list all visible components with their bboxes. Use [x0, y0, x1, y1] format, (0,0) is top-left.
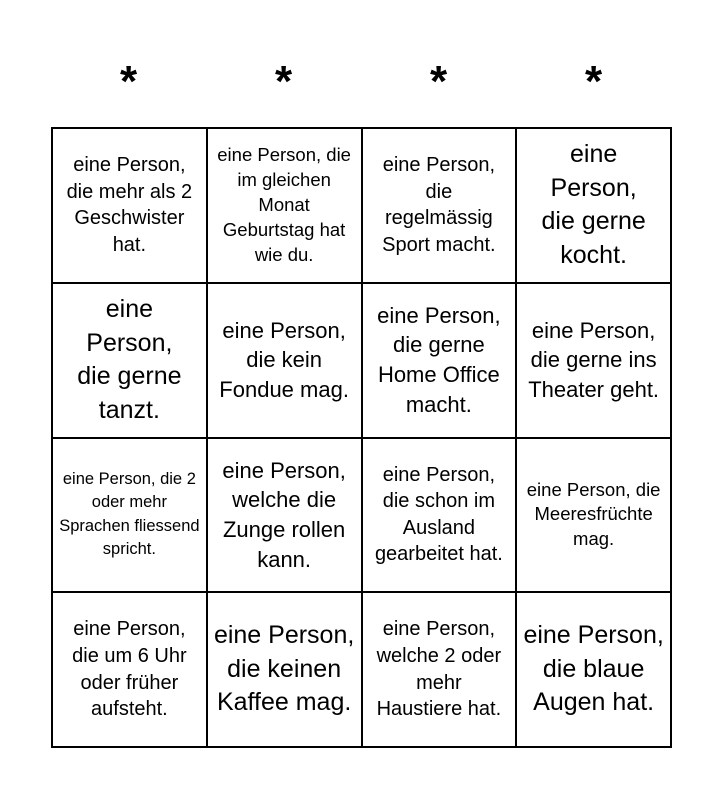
header-star-3: *: [429, 57, 448, 106]
bingo-cell-r1c3[interactable]: [363, 129, 518, 284]
bingo-cell-text: eine Person, die im gleichen Monat Geburtstag hat wie du.: [217, 144, 351, 265]
bingo-cell-text: eine Person, die Meeresfrüchte mag.: [526, 478, 661, 550]
bingo-cell-text: eine Person, die gerne ins Theater geht.: [528, 317, 660, 402]
header-star-2: *: [274, 57, 293, 106]
bingo-cell-text: eine Person, welche die Zunge rollen kann.: [222, 457, 346, 572]
bingo-cell-r4c1[interactable]: [53, 593, 208, 748]
bingo-cell-r3c1[interactable]: [53, 439, 208, 594]
bingo-cell-text: eine Person, die keinen Kaffee mag.: [213, 621, 355, 717]
header-star-4: *: [584, 57, 603, 106]
bingo-cell-r2c4[interactable]: [517, 284, 672, 439]
bingo-cell-text: eine Person, welche 2 oder mehr Haustiere hat.: [376, 618, 502, 721]
bingo-cell-r2c1[interactable]: [53, 284, 208, 439]
bingo-cell-text: eine Person, die gerne Home Office macht.: [377, 302, 501, 417]
bingo-cell-text: eine Person, die gerne tanzt.: [77, 295, 182, 424]
bingo-cell-r3c4[interactable]: [517, 439, 672, 594]
bingo-cell-text: eine Person, die mehr als 2 Geschwister hat.: [66, 154, 193, 256]
bingo-cell-r1c4[interactable]: [517, 129, 672, 284]
bingo-cell-text: eine Person, die schon im Ausland gearbeitet hat.: [374, 463, 503, 566]
bingo-grid: [51, 127, 672, 748]
bingo-cell-r1c2[interactable]: [208, 129, 363, 284]
bingo-cell-text: eine Person, die um 6 Uhr oder früher aufsteht.: [72, 618, 187, 721]
bingo-cell-r2c3[interactable]: [363, 284, 518, 439]
bingo-cell-r4c4[interactable]: [517, 593, 672, 748]
bingo-cell-r2c2[interactable]: [208, 284, 363, 439]
bingo-cell-r3c3[interactable]: [363, 439, 518, 594]
bingo-cell-r4c3[interactable]: [363, 593, 518, 748]
bingo-cell-text: eine Person, die kein Fondue mag.: [219, 317, 349, 402]
bingo-header-row: [51, 52, 671, 112]
bingo-cell-text: eine Person, die blaue Augen hat.: [523, 621, 664, 717]
bingo-cell-text: eine Person, die gerne kocht.: [541, 140, 646, 269]
header-star-1: *: [119, 57, 138, 106]
bingo-cell-r3c2[interactable]: [208, 439, 363, 594]
bingo-cell-text: eine Person, die 2 oder mehr Sprachen fliessend spricht.: [59, 470, 200, 559]
bingo-cell-text: eine Person, die regelmässig Sport macht.: [382, 154, 496, 256]
bingo-cell-r1c1[interactable]: [53, 129, 208, 284]
bingo-cell-r4c2[interactable]: [208, 593, 363, 748]
